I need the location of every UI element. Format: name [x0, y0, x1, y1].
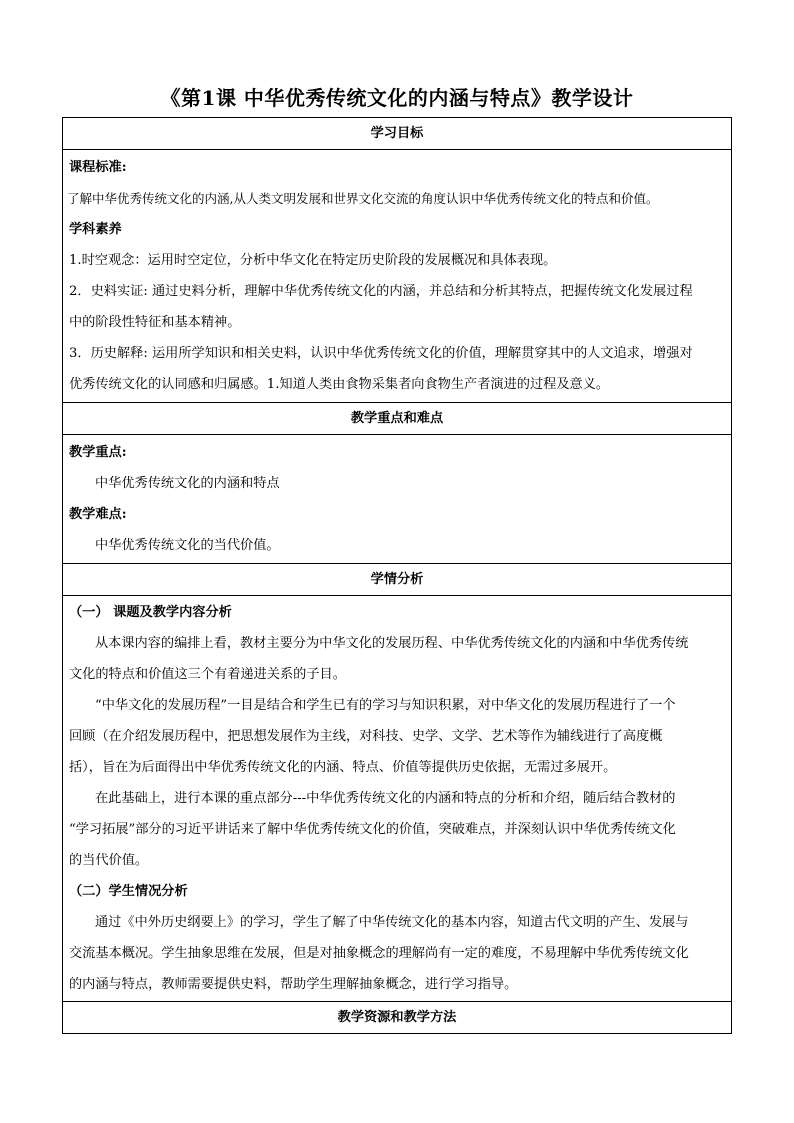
curriculum-standard-label: 课程标准: — [69, 160, 127, 175]
section-header-analysis: 学情分析 — [63, 564, 732, 596]
literacy-item-3b: 优秀传统文化的认同感和归属感。1.知道人类由食物采集者向食物生产者演进的过程及意义。 — [69, 377, 610, 392]
literacy-item-1: 1.时空观念：运用时空定位，分析中华文化在特定历史阶段的发展概况和具体表现。 — [69, 253, 557, 268]
analysis-para-4c: 的内涵与特点，教师需要提供史料，帮助学生理解抽象概念，进行学习指导。 — [69, 977, 518, 992]
analysis-para-2a: “中华文化的发展历程”一目是结合和学生已有的学习与知识积累，对中华文化的发展历程进行了一个 — [95, 698, 676, 713]
analysis-para-2c: 括），旨在为后面得出中华优秀传统文化的内涵、特点、价值等提供历史依据，无需过多展开。 — [69, 760, 617, 775]
literacy-item-3a: 3．历史解释: 运用所学知识和相关史料，认识中华优秀传统文化的价值，理解贯穿其中的人文追求，增强对 — [69, 346, 693, 361]
difficult-point-text: 中华优秀传统文化的当代价值。 — [95, 538, 280, 553]
section-header-row — [63, 118, 732, 150]
section-header-row — [63, 403, 732, 435]
section-header-key-points: 教学重点和难点 — [63, 403, 732, 435]
analysis-para-1a: 从本课内容的编排上看，教材主要分为中华文化的发展历程、中华优秀传统文化的内涵和中华优秀传统 — [95, 636, 689, 651]
section-header-row — [63, 1002, 732, 1034]
analysis-subheading-2: （二）学生情况分析 — [69, 884, 188, 899]
section-header-resources-methods: 教学资源和教学方法 — [63, 1002, 732, 1034]
literacy-item-2b: 中的阶段性特征和基本精神。 — [69, 315, 241, 330]
learning-goals-cell — [63, 150, 732, 403]
analysis-cell — [63, 596, 732, 1002]
key-point-label: 教学重点: — [69, 445, 127, 460]
section-body-row — [63, 435, 732, 564]
analysis-para-4a: 通过《中外历史纲要上》的学习，学生了解了中华传统文化的基本内容，知道古代文明的产生、发展与 — [95, 915, 689, 930]
key-point-text: 中华优秀传统文化的内涵和特点 — [95, 476, 280, 491]
section-body-row — [63, 596, 732, 1002]
document-title: 《第1课 中华优秀传统文化的内涵与特点》教学设计 — [160, 86, 634, 110]
key-points-cell — [63, 435, 732, 564]
analysis-para-2b: 回顾（在介绍发展历程中，把思想发展作为主线，对科技、史学、文学、艺术等作为辅线进行了高度概 — [69, 729, 663, 744]
analysis-para-3a: 在此基础上，进行本课的重点部分---中华优秀传统文化的内涵和特点的分析和介绍，随后结合教材的 — [95, 791, 676, 806]
lesson-plan-table — [62, 117, 732, 1034]
analysis-para-1b: 文化的特点和价值这三个有着递进关系的子目。 — [69, 667, 346, 682]
analysis-subheading-1: （一） 课题及教学内容分析 — [69, 605, 232, 620]
analysis-para-3b: “学习拓展”部分的习近平讲话来了解中华优秀传统文化的价值，突破难点，并深刻认识中华优秀传统文化 — [69, 822, 676, 837]
section-header-row — [63, 564, 732, 596]
analysis-para-4b: 交流基本概况。学生抽象思维在发展，但是对抽象概念的理解尚有一定的难度，不易理解中华优秀传统文化 — [69, 946, 689, 961]
section-body-row — [63, 150, 732, 403]
difficult-point-label: 教学难点: — [69, 507, 127, 522]
section-header-learning-goals: 学习目标 — [63, 118, 732, 150]
curriculum-standard-text: 了解中华优秀传统文化的内涵,从人类文明发展和世界文化交流的角度认识中华优秀传统文化的特点和价值。 — [67, 191, 659, 206]
subject-literacy-label: 学科素养 — [69, 222, 122, 237]
analysis-para-3c: 的当代价值。 — [69, 853, 149, 868]
literacy-item-2a: 2．史料实证: 通过史料分析，理解中华优秀传统文化的内涵，并总结和分析其特点，把握传统文化发展过程 — [69, 284, 693, 299]
